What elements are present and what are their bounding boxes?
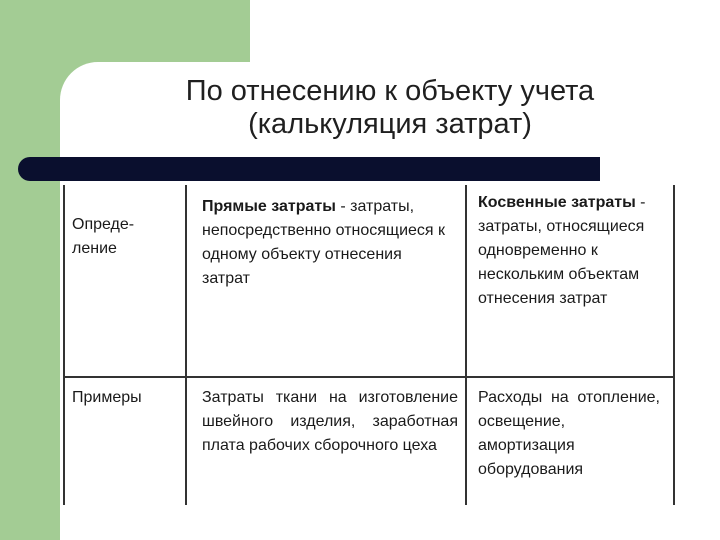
title-divider-bar — [18, 157, 600, 181]
row-header-examples: Примеры — [72, 389, 142, 406]
title-line-1: По отнесению к объекту учета — [185, 75, 595, 107]
table-divider-1 — [185, 185, 187, 505]
direct-costs-term: Прямые затраты — [202, 198, 336, 215]
indirect-costs-definition — [478, 191, 663, 311]
slide-title — [60, 75, 720, 141]
direct-costs-examples: Затраты ткани на изготовление швейного изделия, заработная плата рабочих сборочного цеха — [202, 389, 458, 454]
table-border-left — [63, 185, 65, 505]
indirect-costs-examples: Расходы на отопление, освещение, амортизация оборудования — [478, 389, 660, 478]
decorative-green-strip — [0, 0, 60, 540]
row-header-definition — [72, 213, 182, 261]
cost-table — [63, 185, 675, 505]
direct-costs-description: - затраты, непосредственно относящиеся к одному объекту отнесения затрат — [202, 198, 446, 287]
title-line-2: (калькуляция затрат) — [248, 108, 532, 140]
direct-costs-definition — [202, 195, 452, 291]
row-separator — [63, 376, 675, 378]
indirect-costs-term: Косвенные затраты — [478, 194, 636, 211]
row-header-line-1: Опреде- — [72, 216, 135, 233]
table-border-right — [673, 185, 675, 505]
row-header-line-2: ление — [72, 240, 117, 257]
indirect-costs-description: - затраты, относящиеся одновременно к нескольким объектам отнесения затрат — [478, 194, 646, 307]
table-divider-2 — [465, 185, 467, 505]
